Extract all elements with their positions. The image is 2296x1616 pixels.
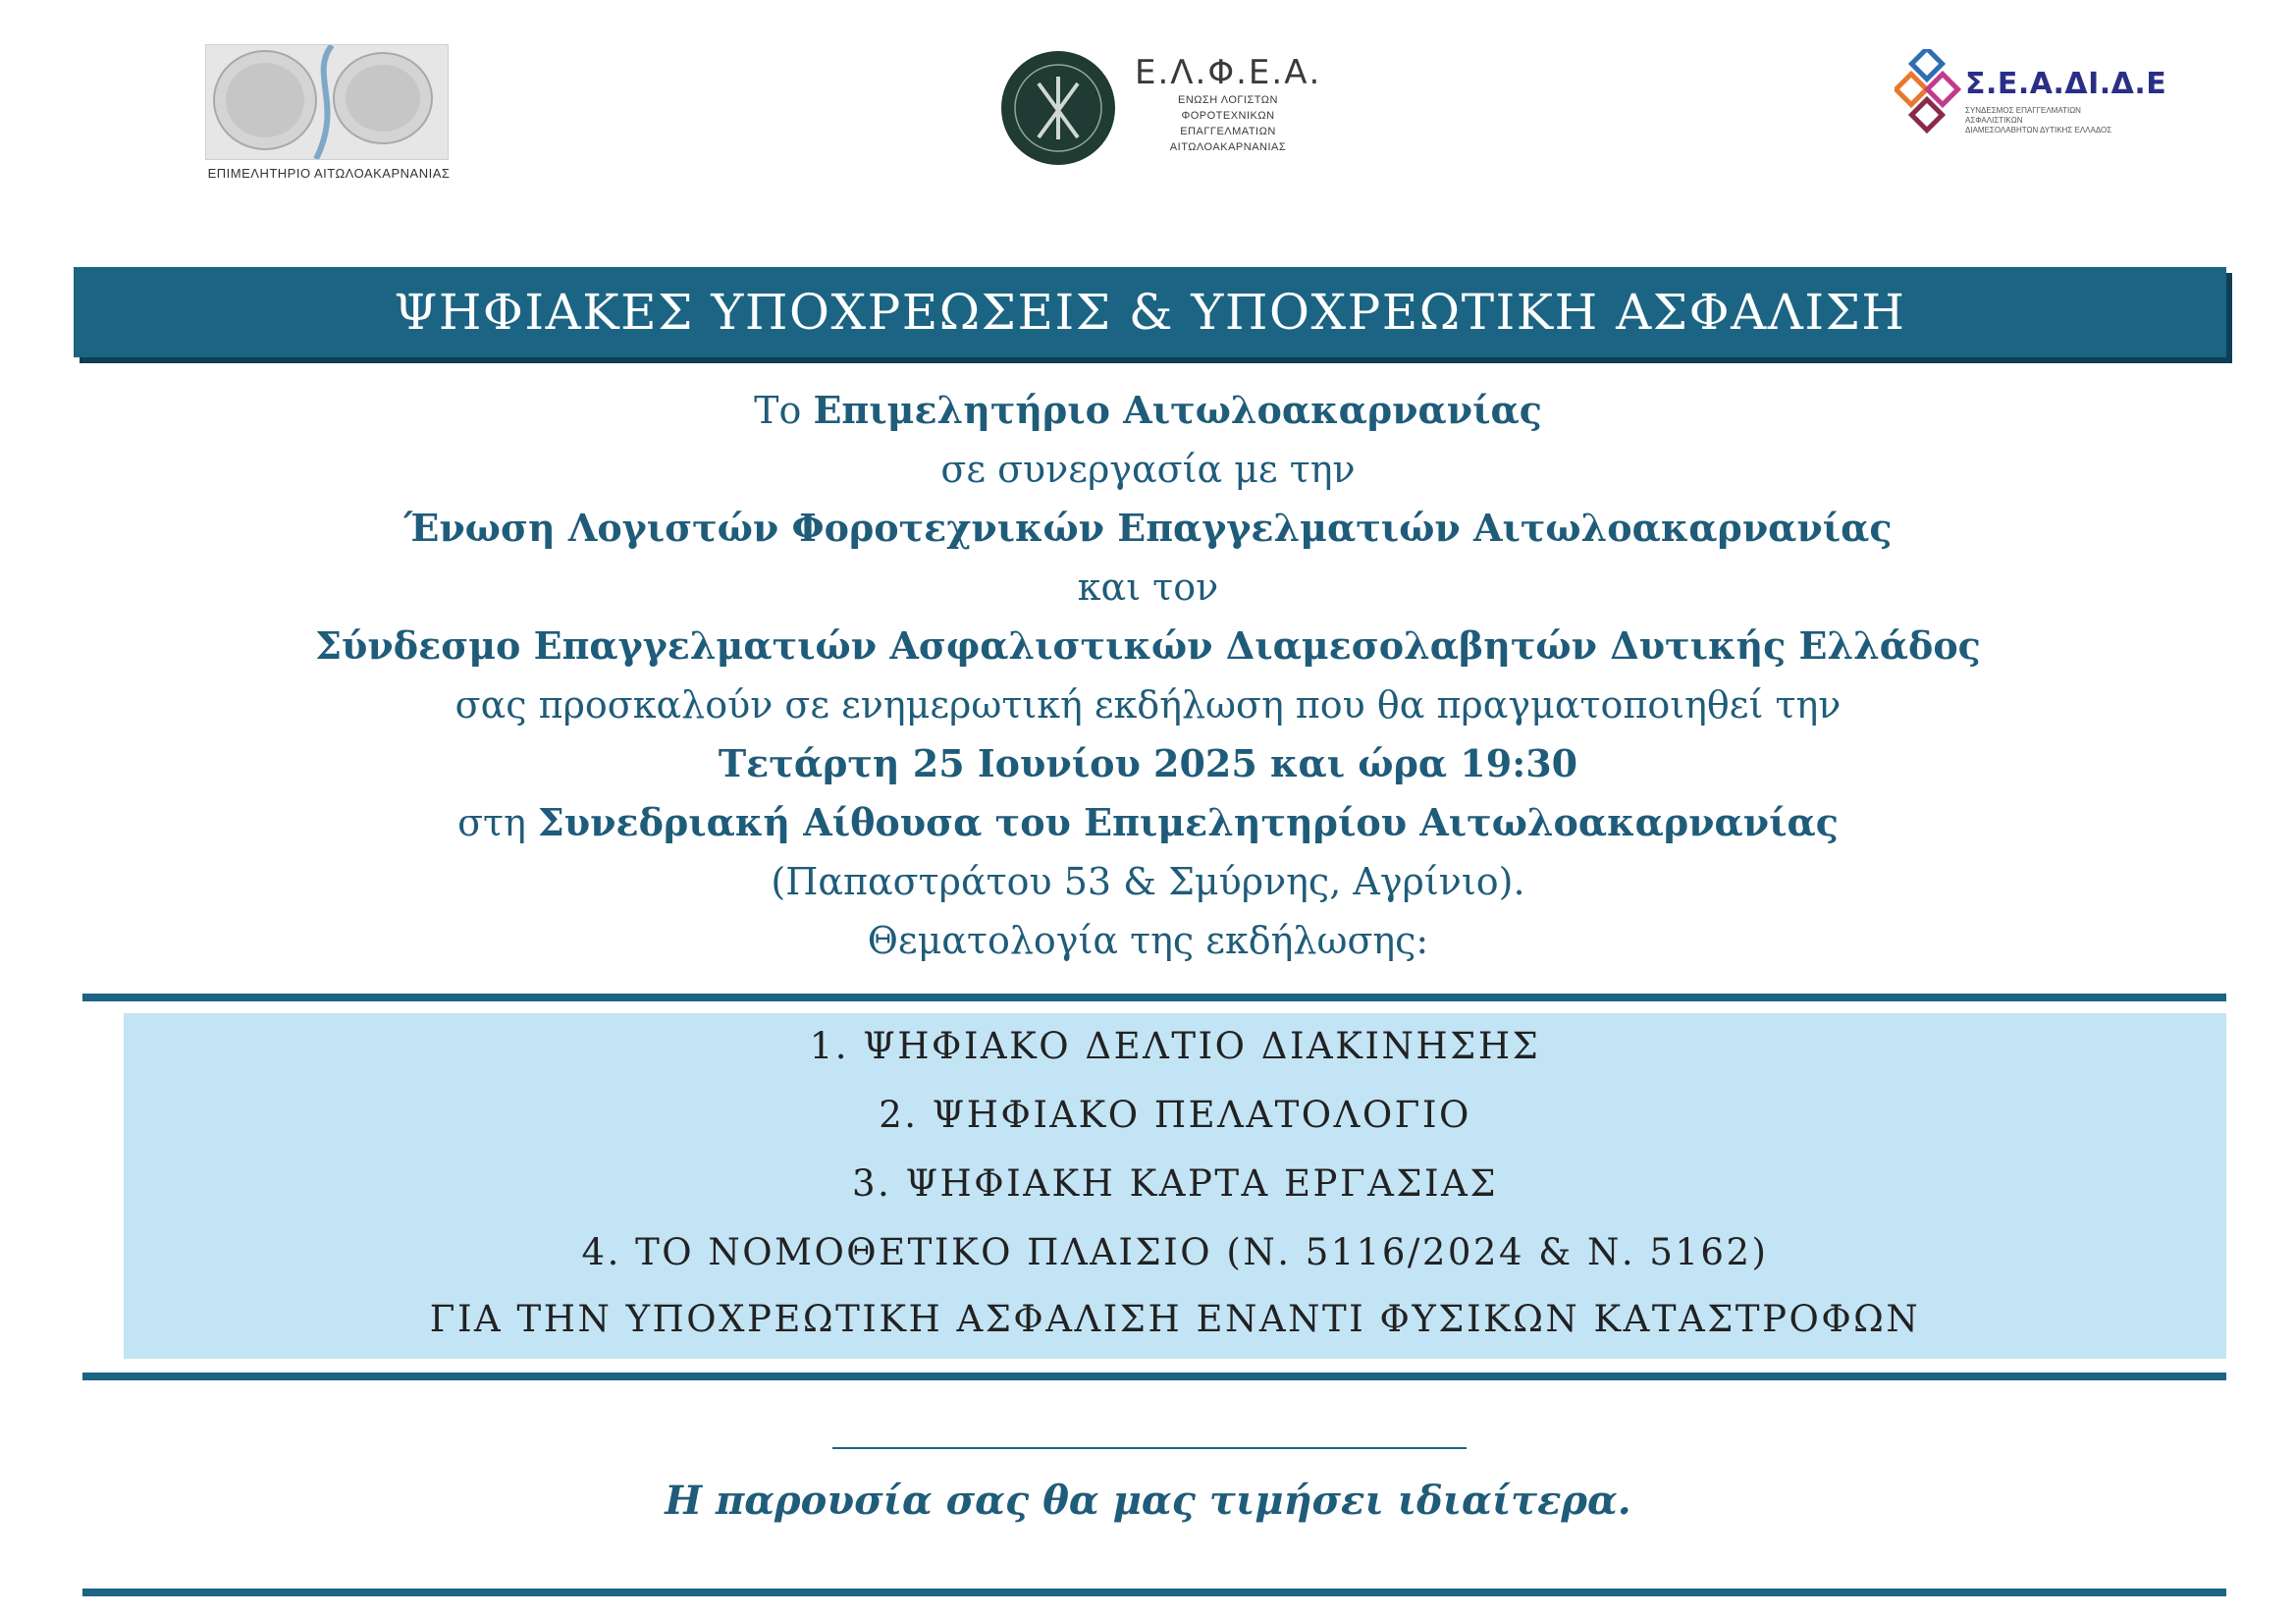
invitation-line-2: σε συνεργασία με την xyxy=(940,448,1356,491)
divider-bottom xyxy=(82,1373,2226,1380)
topics-box xyxy=(124,1013,2226,1359)
topic-item-2: 2. ΨΗΦΙΑΚΟ ΠΕΛΑΤΟΛΟΓΙΟ xyxy=(879,1094,1471,1136)
invitation-line-4: και τον xyxy=(1077,566,1219,609)
closing-message: Η παρουσία σας θα μας τιμήσει ιδιαίτερα. xyxy=(665,1478,1631,1524)
invitation-line-1 xyxy=(0,381,2296,440)
invitation-line-8-prefix: στη xyxy=(457,801,538,844)
elfea-logo xyxy=(999,49,1323,177)
topic-item-4-continued: ΓΙΑ ΤΗΝ ΥΠΟΧΡΕΩΤΙΚΗ ΑΣΦΑΛΙΣΗ ΕΝΑΝΤΙ ΦΥΣΙΚΩΝ ΚΑΤΑΣΤΡΟΦΩΝ xyxy=(429,1298,1921,1340)
seadide-line-2: ΔΙΑΜΕΣΟΛΑΒΗΤΩΝ ΔΥΤΙΚΗΣ ΕΛΛΑΔΟΣ xyxy=(1965,126,2112,135)
invitation-line-6: σας προσκαλούν σε ενημερωτική εκδήλωση που θα πραγματοποιηθεί την xyxy=(454,683,1842,727)
chamber-logo-caption: ΕΠΙΜΕΛΗΤΗΡΙΟ ΑΙΤΩΛΟΑΚΑΡΝΑΝΙΑΣ xyxy=(207,166,451,181)
elfea-seal-icon xyxy=(999,49,1117,167)
event-address: (Παπαστράτου 53 & Σμύρνης, Αγρίνιο). xyxy=(771,860,1525,903)
page-title: ΨΗΦΙΑΚΕΣ ΥΠΟΧΡΕΩΣΕΙΣ & ΥΠΟΧΡΕΩΤΙΚΗ ΑΣΦΑΛΙΣΗ xyxy=(394,284,1906,341)
event-datetime: Τετάρτη 25 Ιουνίου 2025 και ώρα 19:30 xyxy=(718,741,1578,785)
chamber-logo xyxy=(201,44,456,191)
divider-top xyxy=(82,994,2226,1001)
topic-item-4: 4. ΤΟ ΝΟΜΟΘΕΤΙΚΟ ΠΛΑΙΣΙΟ (Ν. 5116/2024 & Ν. 5162) xyxy=(581,1231,1769,1273)
seadide-subtitle xyxy=(1965,106,2140,135)
elfea-line-3: ΑΙΤΩΛΟΑΚΑΡΝΑΝΙΑΣ xyxy=(1169,141,1287,153)
coins-emblem-icon xyxy=(205,44,449,160)
topics-heading: Θεματολογία της εκδήλωσης: xyxy=(867,919,1429,962)
elfea-line-2: ΦΟΡΟΤΕΧΝΙΚΩΝ ΕΠΑΓΓΕΛΜΑΤΙΩΝ xyxy=(1180,110,1276,137)
invitation-text xyxy=(0,381,2296,970)
seadide-title: Σ.Ε.Α.ΔΙ.Δ.Ε xyxy=(1965,67,2167,101)
elfea-line-1: ΕΝΩΣΗ ΛΟΓΙΣΤΩΝ xyxy=(1178,94,1278,106)
union-name: Ένωση Λογιστών Φοροτεχνικών Επαγγελματιών Αιτωλοακαρνανίας xyxy=(403,506,1893,550)
topic-item-3: 3. ΨΗΦΙΑΚΗ ΚΑΡΤΑ ΕΡΓΑΣΙΑΣ xyxy=(852,1162,1498,1205)
invitation-line-8 xyxy=(0,793,2296,852)
seadide-logo xyxy=(1895,49,2167,147)
invitation-line-1-prefix: Το xyxy=(754,389,814,432)
title-banner xyxy=(74,267,2226,357)
elfea-logo-text xyxy=(1135,53,1321,155)
separator-line xyxy=(832,1447,1467,1449)
chamber-name: Επιμελητήριο Αιτωλοακαρνανίας xyxy=(813,388,1542,432)
elfea-abbr: Ε.Λ.Φ.Ε.Α. xyxy=(1135,53,1322,92)
seadide-line-1: ΣΥΝΔΕΣΜΟΣ ΕΠΑΓΓΕΛΜΑΤΙΩΝ ΑΣΦΑΛΙΣΤΙΚΩΝ xyxy=(1965,106,2081,125)
topic-item-1: 1. ΨΗΦΙΑΚΟ ΔΕΛΤΙΟ ΔΙΑΚΙΝΗΣΗΣ xyxy=(809,1025,1541,1067)
seadide-diamonds-icon xyxy=(1895,49,1963,143)
divider-footer xyxy=(82,1589,2226,1596)
association-name: Σύνδεσμο Επαγγελματιών Ασφαλιστικών Διαμεσολαβητών Δυτικής Ελλάδος xyxy=(315,623,1981,668)
event-venue: Συνεδριακή Αίθουσα του Επιμελητηρίου Αιτωλοακαρνανίας xyxy=(537,800,1839,844)
